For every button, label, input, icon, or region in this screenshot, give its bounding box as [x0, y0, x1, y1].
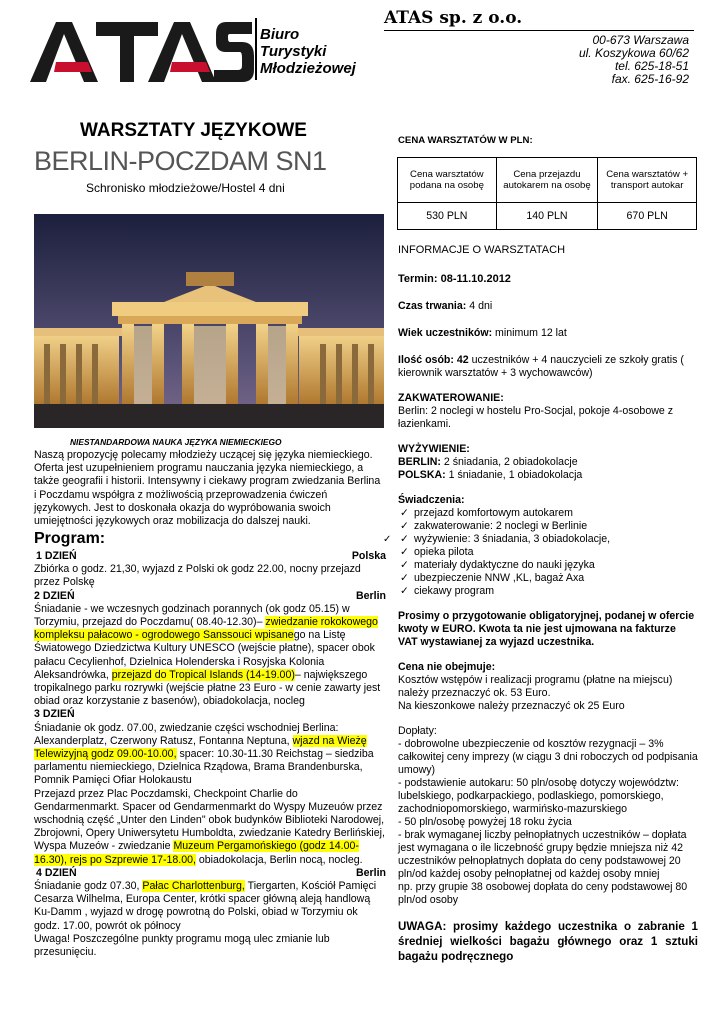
wyz-polska-value: 1 śniadanie, 1 obiadokolacja — [445, 469, 583, 481]
day3-highlight: Muzeum Pergamońskiego (godz 14.00-16.30), rejs po Szprewie 17-18.00, — [34, 840, 359, 866]
day3-text — [34, 722, 386, 788]
doplaty-item: np. przy grupie 38 osobowej dopłata do ceny podstawowej 80 pln/od osoby — [398, 881, 688, 906]
day4-text — [34, 880, 386, 933]
address-line: fax. 625-16-92 — [611, 72, 689, 86]
price-table — [397, 157, 697, 230]
day-header — [34, 708, 386, 721]
program-heading: Program: — [34, 530, 106, 547]
price-value-row — [398, 203, 697, 230]
atas-logo — [30, 14, 255, 84]
logo-sub-line: Turystyki — [260, 43, 327, 60]
day3-text-c: Przejazd przez Plac Poczdamski, Checkpoint Charlie do Gendarmenmarkt. Spacer od Gendarmenmarkt do Wyspy Muzeuów przez wschodnią część „Unter den Linden" obok budynków Biblioteki Narodowej, Zbrojowni, Opery Uniwersytetu Humboldta, zwiedzanie Katedry Berlińskiej, Wyspa Muzeów - zwiedzanie — [34, 787, 385, 853]
program-section — [34, 550, 386, 959]
ilosc-number: 42 — [456, 354, 469, 366]
ilosc-label: Ilość osób: — [398, 354, 457, 366]
wyzywienie-label: WYŻYWIENIE: — [398, 443, 470, 455]
logo-sub-line: Młodzieżowej — [260, 60, 356, 77]
czas-line — [398, 300, 698, 313]
nie-obejmuje-label: Cena nie obejmuje: — [398, 661, 496, 673]
day3-text-2 — [34, 788, 386, 867]
price-header-cell: Cena przejazdu autokarem na osobę — [496, 158, 598, 203]
logo-divider — [255, 18, 257, 80]
header-rule — [384, 30, 694, 31]
price-value-cell: 140 PLN — [496, 203, 598, 230]
day-header — [34, 590, 386, 603]
day-label: 2 DZIEŃ — [34, 589, 75, 602]
wiek-value: minimum 12 lat — [492, 327, 567, 339]
day2-text — [34, 603, 386, 709]
doplaty-item: - brak wymaganej liczby pełnopłatnych uczestników – dopłata jest wymagana o ile liczebność grupy będzie mniejsza niż 42 uczestników pełnopłatnych dopłata do ceny podstawowej 20 pln/od każdej osoby pełnopłatnej od każdej osoby mniej — [398, 829, 687, 880]
ilosc-value: uczestników + 4 nauczycieli ze szkoły gratis ( kierownik warsztatów + 3 wychowawców) — [398, 354, 684, 379]
wyzywienie-polska — [398, 469, 698, 482]
termin-value: 08-11.10.2012 — [440, 273, 511, 285]
nie-obejmuje-item: Na kieszonkowe należy przeznaczyć ok 25 Euro — [398, 700, 625, 712]
company-name: ATAS sp. z o.o. — [384, 8, 523, 28]
day2-text-a: Śniadanie - we wczesnych godzinach porannych (ok godz 05.15) w Torzymiu, przejazd do Poczdamu( 08.40-12.30)– — [34, 602, 350, 629]
ilosc-line — [398, 354, 698, 380]
logo-sub-line: Biuro — [260, 26, 300, 43]
day-label: 1 DZIEŃ — [36, 550, 77, 562]
doplaty-item: - podstawienie autokaru: 50 pln/osobę dotyczy województw: lubelskiego, podkarpackiego, podlaskiego, pomorskiego, zachodniopomorskiego, warmińsko-mazurskiego — [398, 777, 679, 815]
day2-highlight: przejazd do Tropical Islands (14-19.00) — [111, 668, 295, 681]
address-line: 00-673 Warszawa — [592, 33, 689, 47]
day3-highlight: wjazd na Wieżę Telewizyjną godz 09.00-10.00, — [34, 734, 367, 761]
swiadczenia-label: Świadczenia: — [398, 494, 465, 506]
brandenburg-gate-photo — [34, 214, 384, 428]
price-header-cell: Cena warsztatów podana na osobę — [398, 158, 497, 203]
info-section — [398, 244, 698, 964]
day-label: 4 DZIEŃ — [36, 866, 77, 879]
day1-text: Zbiórka o godz. 21,30, wyjazd z Polski ok godz 22.00, nocny przejazd przez Polskę — [34, 563, 361, 589]
doplaty-item: - 50 pln/osobę powyżej 18 roku życia — [398, 816, 572, 828]
intro-text: Naszą propozycję polecamy młodzieży uczącej się języka niemieckiego. Oferta jest uzupełnieniem programu nauczania języka niemieckiego, a także geografii i historii. Intensywny i ciekawy program zwiedzania Berlina i Poczdamu współgra z możliwością przeprowadzenia ćwiczeń językowych. Jest to doskonała okazja do wypróbowania swoich umiejętności językowych oraz mobilizacja do dalszej nauki. — [34, 449, 381, 528]
day-header — [34, 867, 386, 880]
wiek-line — [398, 327, 698, 340]
list-item: ✓ opieka pilota — [414, 546, 698, 559]
day-header — [34, 550, 386, 563]
price-header-row — [398, 158, 697, 203]
wyz-berlin-label: BERLIN: — [398, 456, 441, 468]
info-heading: INFORMACJE O WARSZTATACH — [398, 244, 566, 256]
wiek-label: Wiek uczestników: — [398, 327, 493, 339]
day-label: 3 DZIEŃ — [34, 708, 75, 721]
day4-note: Uwaga! Poszczególne punkty programu mogą ulec zmianie lub przesunięciu. — [34, 932, 330, 959]
zakwaterowanie-label: ZAKWATEROWANIE: — [398, 392, 504, 404]
swiadczenia-list — [398, 507, 698, 598]
zakwaterowanie-text: Berlin: 2 noclegi w hostelu Pro-Socjal, pokoje 4-osobowe z łazienkami. — [398, 405, 673, 430]
address-line: tel. 625-18-51 — [614, 59, 689, 73]
day4-text-b: Tiergarten, Kościół Pamięci Cesarza Wilhelma, Europa Center, krótki spacer główną aleją handlową Ku-Damm , wyjazd w drogę powrotną do Polski, obiad w Torzymiu ok godz. 17.00, powrót ok północy — [34, 880, 377, 932]
uwaga-note: UWAGA: prosimy każdego uczestnika o zabranie 1 średniej wielkości bagażu głównego oraz 1 sztuki bagażu podręcznego — [398, 920, 698, 963]
list-item: ✓ przejazd komfortowym autokarem — [414, 507, 698, 520]
day-place: Polska — [351, 550, 386, 562]
price-header-cell: Cena warsztatów + transport autokar — [598, 158, 697, 203]
doplaty-item: - dobrowolne ubezpieczenie od kosztów rezygnacji – 3% całkowitej ceny imprezy (w ciągu 3 dni roboczych od podpisania umowy) — [398, 738, 698, 776]
euro-note: Prosimy o przygotowanie obligatoryjnej, podanej w ofercie kwoty w EURO. Kwota ta nie jest ujmowana na fakturze VAT wystawianej za wyjazd uczestnika. — [398, 610, 695, 648]
czas-label: Czas trwania: — [398, 300, 467, 312]
header — [0, 0, 725, 100]
price-value-cell: 670 PLN — [598, 203, 697, 230]
wyz-polska-label: POLSKA: — [398, 469, 446, 481]
company-address — [579, 34, 689, 86]
wyzywienie-berlin — [398, 456, 698, 469]
intro-heading: NIESTANDARDOWA NAUKA JĘZYKA NIEMIECKIEGO — [70, 437, 282, 447]
price-value-cell: 530 PLN — [398, 203, 497, 230]
list-item: ✓ ciekawy program — [414, 585, 698, 598]
program-check-icon: ✓ — [383, 534, 392, 545]
wyz-berlin-value: 2 śniadania, 2 obiadokolacje — [440, 456, 578, 468]
day4-text-a: Śniadanie godz 07.30, — [34, 880, 143, 893]
logo-subtitle — [260, 26, 356, 77]
list-item: ✓ wyżywienie: 3 śniadania, 3 obiadokolacje, — [414, 533, 698, 546]
list-item: ✓ ubezpieczenie NNW ,KL, bagaż Axa — [414, 572, 698, 585]
page-title: BERLIN-POCZDAM SN1 — [34, 146, 327, 176]
day2-text-b: go na Listę Światowego Dziedzictwa Kultury UNESCO (wejście płatne), spacer obok pałacu Cecylienhof, Dzielnica Holenderska i Rosyjska Kolonia Aleksandrówka, — [34, 629, 375, 681]
day2-highlight: zwiedzanie rokokowego kompleksu pałacowo - ogrodowego Sanssouci wpisane — [34, 616, 378, 642]
pricing-heading: CENA WARSZTATÓW W PLN: — [398, 135, 533, 146]
day3-text-a: Śniadanie ok godz. 07.00, zwiedzanie części wschodniej Berlina: Alexanderplatz, Czerwony Ratusz, Fontanna Neptuna, — [34, 721, 339, 747]
termin-label: Termin: — [398, 273, 441, 285]
day3-text-b: spacer: 10.30-11.30 Reichstag – siedziba parlamentu niemieckiego, Dzielnica Rządowa, Brama Brandenburska, Pomnik Pamięci Ofiar Holokaustu — [34, 748, 374, 787]
list-item: ✓ zakwaterowanie: 2 noclegi w Berlinie — [414, 520, 698, 533]
day-place: Berlin — [355, 589, 386, 602]
title-kicker: WARSZTATY JĘZYKOWE — [80, 120, 307, 141]
czas-value: 4 dni — [466, 300, 493, 312]
doplaty-label: Dopłaty: — [398, 725, 437, 737]
day2-text-c: – największego tropikalnego parku rozrywki (wejście płatne 23 Euro - w cenie zawarty jest obiad oraz korzystanie z basenów), obiadokolacja, nocleg — [34, 668, 381, 708]
day3-text-d: obiadokolacja, Berlin nocą, nocleg. — [195, 853, 363, 866]
day4-highlight: Pałac Charlottenburg, — [142, 880, 245, 893]
day-place: Berlin — [355, 866, 386, 879]
list-item: ✓ materiały dydaktyczne do nauki języka — [414, 559, 698, 572]
address-line: ul. Koszykowa 60/62 — [578, 46, 689, 60]
termin-line — [398, 273, 698, 286]
title-sub: Schronisko młodzieżowe/Hostel 4 dni — [86, 181, 285, 195]
nie-obejmuje-item: Kosztów wstępów i realizacji programu (płatne na miejscu) należy przeznaczyć ok. 53 Euro. — [398, 674, 673, 699]
